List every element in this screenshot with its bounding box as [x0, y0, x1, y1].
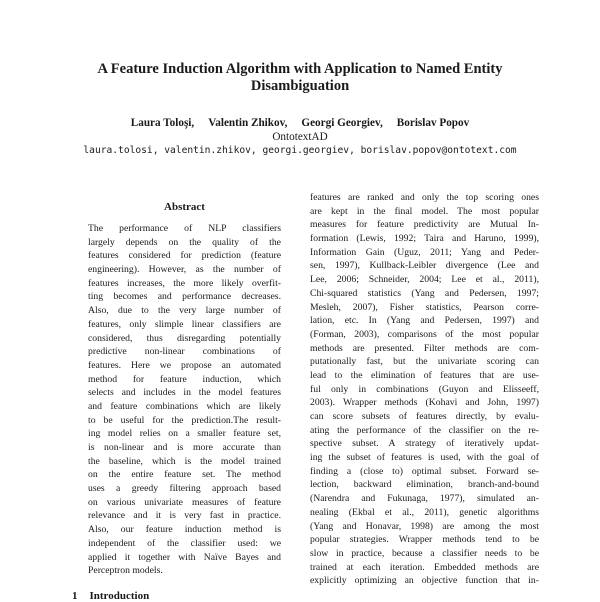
text-line: ting becomes and performance decreases.: [88, 291, 281, 303]
text-line: Chi-squared statistics (Yang and Pedersen, 1997;: [310, 287, 539, 299]
text-line: putationally fast, but the univariate scoring can: [310, 356, 539, 368]
text-line: on the entire feature set. The method: [88, 469, 281, 481]
text-line: Also, our feature induction method is: [88, 524, 281, 536]
text-line: uses a greedy filtering approach based: [88, 483, 281, 495]
text-line: relevance and it is very fast in practice.: [88, 510, 281, 522]
title-line-1: A Feature Induction Algorithm with Application to Named Entity: [97, 61, 503, 77]
text-line: popular strategies. Wrapper methods tend to be: [310, 534, 539, 546]
text-line: Information Gain (Uguz, 2011; Yang and Peder-: [310, 246, 539, 258]
author-name: Georgi Georgiev,: [301, 117, 383, 129]
text-line: The performance of NLP classifiers: [88, 223, 281, 234]
author-emails: laura.tolosi, valentin.zhikov, georgi.georgiev, borislav.popov@ontotext.com: [83, 145, 517, 156]
text-line: method for feature induction, which: [88, 373, 281, 385]
section-heading-introduction: [72, 590, 149, 602]
text-line: can score subsets of features directly, by evalu-: [310, 411, 539, 422]
abstract-heading: Abstract: [164, 201, 205, 213]
text-line: selects and includes in the model features: [88, 387, 281, 399]
text-line: explicitly optimizing an objective function that in-: [310, 575, 539, 587]
text-line: and feature combinations which are likely: [88, 400, 281, 412]
text-line: ing model relies on a smaller feature set,: [88, 428, 281, 440]
text-line: ing the subset of features is used, with the goal of: [310, 452, 539, 464]
text-line: engineering). However, as the number of: [88, 264, 281, 276]
section-number: 1: [72, 590, 78, 602]
author-name: Valentin Zhikov,: [208, 117, 288, 129]
text-line: slow in practice, because a classifier needs to be: [310, 547, 539, 559]
title-line-2: Disambiguation: [250, 78, 350, 94]
text-line: lead to the elimination of features that are use-: [310, 369, 539, 381]
text-line: (Narendra and Fukunaga, 1977), simulated an-: [310, 493, 539, 505]
text-line: features considered for prediction (feature: [88, 250, 281, 262]
text-line: formation (Lewis, 1992; Taira and Haruno, 1999),: [310, 233, 539, 245]
text-line: applied it together with Naïve Bayes and: [88, 551, 281, 563]
text-line: lation, etc. In (Yang and Pedersen, 1997) and: [310, 315, 539, 327]
text-line: independent of the classifier used: we: [88, 537, 281, 549]
text-line: 2003). Wrapper methods (Kohavi and John, 1997): [310, 397, 539, 409]
text-line: methods are presented. Filter methods are com-: [310, 342, 539, 354]
abstract-body: [88, 222, 281, 578]
text-line: (Forman, 2003), comparisons of the most popular: [310, 328, 539, 340]
text-line: on various univariate measures of feature: [88, 496, 281, 508]
text-line: lection, backward elimination, branch-and-bound: [310, 479, 539, 491]
text-line: measures for feature predictivity are Mutual In-: [310, 219, 539, 231]
text-line: (Yang and Honavar, 1998) are among the most: [310, 520, 539, 532]
text-line: Mesleh, 2007), Fisher statistics, Pearson corre-: [310, 301, 539, 313]
text-line: sen, 1997), Kullback-Leibler divergence (Lee and: [310, 260, 539, 272]
section-title: Introduction: [89, 590, 150, 602]
author-name: Borislav Popov: [396, 117, 470, 129]
text-line: to be useful for the prediction.The result-: [88, 414, 281, 426]
text-line: are kept in the final model. The most popular: [310, 205, 539, 217]
text-line: features, only slimple linear classifiers are: [88, 318, 281, 330]
text-line: features are ranked and only the top scoring ones: [310, 192, 539, 203]
text-line: ating the performance of the classifier on the re-: [310, 424, 539, 436]
text-line: Also, due to the very large number of: [88, 305, 281, 317]
right-column-body: [310, 191, 539, 588]
text-line: finding a (close to) optimal subset. Forward se-: [310, 465, 539, 477]
text-line: trained at each iteration. Embedded methods are: [310, 561, 539, 573]
text-line: considered, thus disregarding potentially: [88, 332, 281, 344]
author-list: [0, 117, 600, 130]
text-line: Lee, 2006; Schneider, 2004; Lee et al., 2011),: [310, 274, 539, 286]
text-line: largely depends on the quality of the: [88, 236, 281, 248]
text-line: predictive non-linear combinations of: [88, 346, 281, 358]
text-line: nealing (Ekbal et al., 2011), genetic algorithms: [310, 506, 539, 518]
author-name: Laura Toloşi,: [130, 117, 195, 129]
text-line: is non-linear and is more accurate than: [88, 442, 281, 453]
text-line: ful only in combinations (Guyon and Elisseeff,: [310, 383, 539, 395]
text-line: spective subset. A strategy of iteratively updat-: [310, 438, 539, 450]
text-line: features increases, the more likely overfit-: [88, 277, 281, 289]
text-line: the baseline, which is the model trained: [88, 455, 281, 467]
affiliation: OntotextAD: [272, 131, 328, 143]
text-line: features. Here we propose an automated: [88, 359, 281, 371]
text-line: Perceptron models.: [88, 565, 163, 577]
paper-title: [0, 61, 600, 95]
